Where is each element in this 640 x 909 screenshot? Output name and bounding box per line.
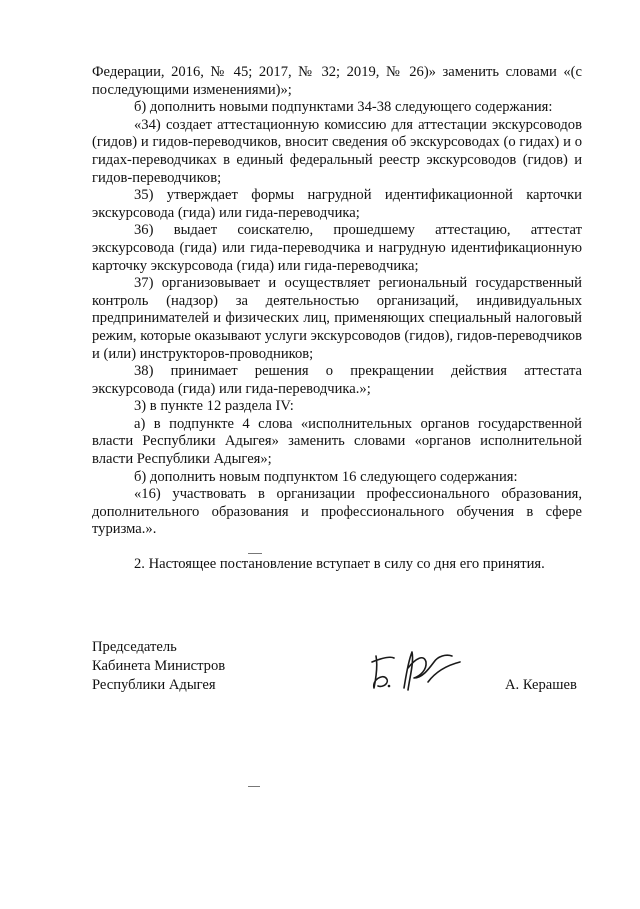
paragraph: 35) утверждает формы нагрудной идентификационной карточки экскурсовода (гида) или гида-переводчика; bbox=[92, 187, 582, 221]
paragraph: а) в подпункте 4 слова «исполнительных органов государственной власти Республики Адыгея» заменить словами «органов исполнительной власти Республики Адыгея»; bbox=[92, 415, 582, 468]
paragraph: 38) принимает решения о прекращении действия аттестата экскурсовода (гида) или гида-переводчика.»; bbox=[92, 363, 582, 397]
paragraph: 3) в пункте 12 раздела IV: bbox=[134, 398, 294, 415]
scan-mark bbox=[248, 553, 262, 554]
signatory-title bbox=[92, 638, 225, 695]
paragraph: б) дополнить новым подпунктом 16 следующего содержания: bbox=[134, 468, 518, 485]
paragraph: «34) создает аттестационную комиссию для аттестации экскурсоводов (гидов) и гидов-переводчиков, вносит сведения об экскурсоводах (о гидах) и о гидах-переводчиках в единый федеральный реестр экскурсоводов (гидов) и гидов-переводчиков; bbox=[92, 116, 582, 186]
signatory-title-line: Председатель bbox=[92, 639, 177, 655]
effective-clause: 2. Настоящее постановление вступает в силу со дня его принятия. bbox=[134, 556, 545, 573]
signatory-title-line: Кабинета Министров bbox=[92, 658, 226, 674]
paragraph: б) дополнить новыми подпунктами 34-38 следующего содержания: bbox=[134, 99, 553, 116]
handwritten-signature bbox=[368, 632, 468, 694]
scan-mark bbox=[248, 786, 260, 787]
paragraph: 36) выдает соискателю, прошедшему аттестацию, аттестат экскурсовода (гида) или гида-переводчика и нагрудную идентификационную карточку экскурсовода (гида) или гида-переводчика; bbox=[92, 222, 582, 274]
paragraph: Федерации, 2016, № 45; 2017, № 32; 2019, № 26)» заменить словами «(с последующими изменениями)»; bbox=[92, 64, 582, 98]
paragraph: 37) организовывает и осуществляет региональный государственный контроль (надзор) за деятельностью организаций, индивидуальных предпринимателей и физических лиц, применяющих специальный налоговый режим, которые оказывают услуги экскурсоводов (гидов), гидов-переводчиков и (или) инструкторов-проводников; bbox=[92, 275, 582, 362]
paragraph: «16) участвовать в организации профессионального образования, дополнительного образования и профессионального обучения в сфере туризма.». bbox=[92, 486, 582, 538]
signatory-name: А. Керашев bbox=[505, 677, 577, 693]
document-body bbox=[92, 64, 582, 574]
signatory-title-line: Республики Адыгея bbox=[92, 677, 216, 693]
